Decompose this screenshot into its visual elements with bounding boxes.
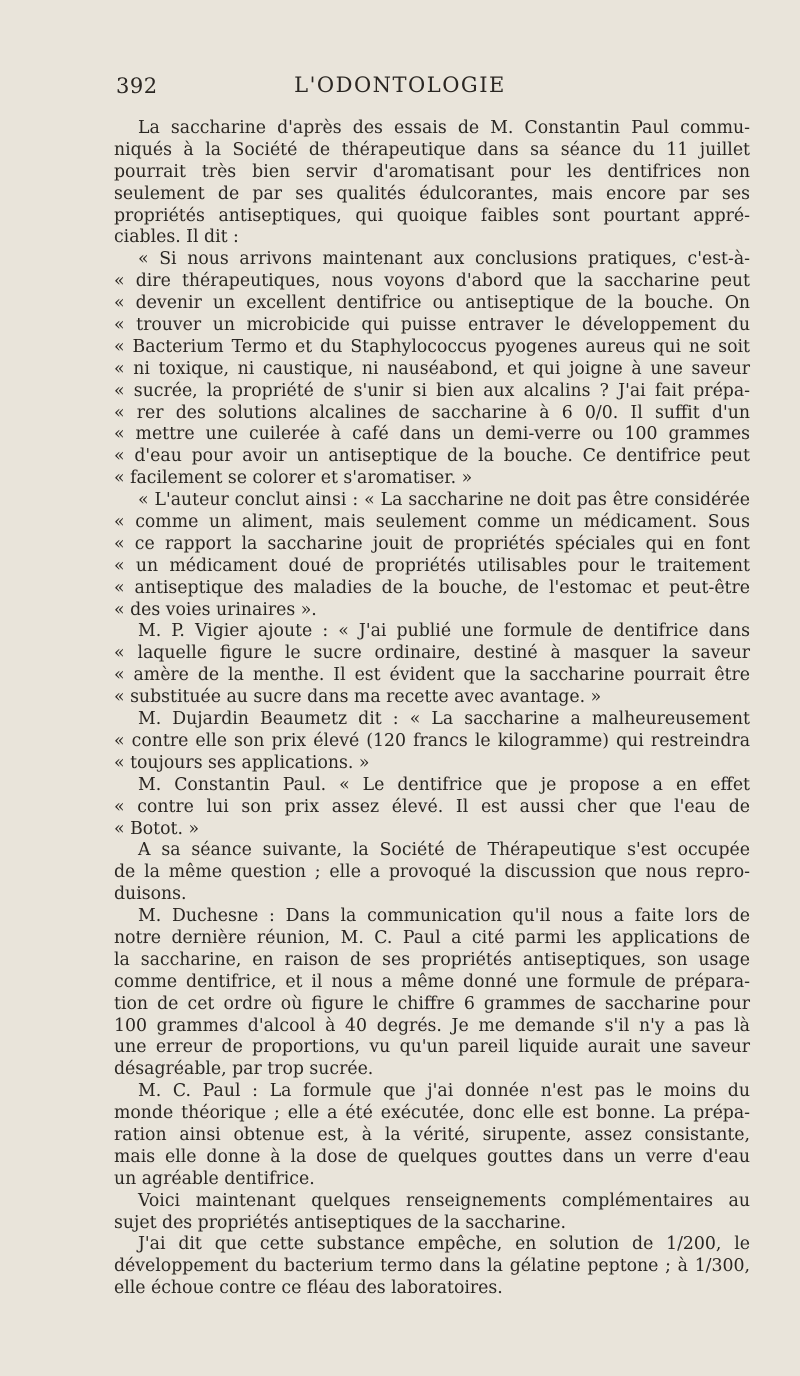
text-line: duisons. [114,884,187,905]
text-line: « toujours ses applications. » [114,752,370,773]
body-text [114,118,750,1300]
text-line: développement du bacterium termo dans la gélatine peptone ; à 1/300, [114,1256,750,1277]
text-line: M. P. Vigier ajoute : « J'ai publié une formule de dentifrice dans [138,621,750,642]
text-line: mais elle donne à la dose de quelques gouttes dans un verre d'eau [114,1146,750,1167]
text-line: M. Duchesne : Dans la communication qu'il nous a faite lors de [138,906,750,927]
text-line: « mettre une cuilerée à café dans un demi-verre ou 100 grammes [114,424,750,445]
text-line: « substituée au sucre dans ma recette avec avantage. » [114,687,602,708]
text-line: pourrait très bien servir d'aromatisant pour les dentifrices non [114,161,750,182]
text-line: comme dentifrice, et il nous a même donné une formule de prépara- [114,971,750,992]
text-line: « laquelle figure le sucre ordinaire, destiné à masquer la saveur [114,643,750,664]
text-line: elle échoue contre ce fléau des laboratoires. [114,1278,503,1299]
text-line: « amère de la menthe. Il est évident que la saccharine pourrait être [114,665,750,686]
text-line: la saccharine, en raison de ses propriétés antiseptiques, son usage [114,949,750,970]
text-line: « Botot. » [114,818,200,839]
text-line: notre dernière réunion, M. C. Paul a cité parmi les applications de [114,927,750,948]
text-line: « Si nous arrivons maintenant aux conclusions pratiques, c'est-à- [138,249,750,270]
text-line: La saccharine d'après des essais de M. Constantin Paul commu- [138,118,750,138]
text-line: « contre elle son prix élevé (120 francs le kilogramme) qui restreindra [114,730,750,751]
text-line: 100 grammes d'alcool à 40 degrés. Je me demande s'il n'y a pas là [114,1015,750,1036]
text-line: « facilement se colorer et s'aromatiser. » [114,468,473,489]
text-line: Voici maintenant quelques renseignements complémentaires au [138,1190,750,1211]
text-line: sujet des propriétés antiseptiques de la saccharine. [114,1212,567,1233]
text-line: monde théorique ; elle a été exécutée, donc elle est bonne. La prépa- [114,1103,750,1124]
text-line: désagréable, par trop sucrée. [114,1059,374,1080]
text-line: « antiseptique des maladies de la bouche, de l'estomac et peut-être [114,577,750,598]
text-line: « comme un aliment, mais seulement comme un médicament. Sous [114,512,750,533]
text-line: « ce rapport la saccharine jouit de propriétés spéciales qui en font [114,533,750,554]
text-line: « ni toxique, ni caustique, ni nauséabond, et qui joigne à une saveur [114,358,750,379]
text-line: « dire thérapeutiques, nous voyons d'abord que la saccharine peut [114,271,750,292]
text-line: « rer des solutions alcalines de saccharine à 6 0/0. Il suffit d'un [114,402,750,423]
text-line: ciables. Il dit : [114,227,239,248]
text-line: « d'eau pour avoir un antiseptique de la bouche. Ce dentifrice peut [114,446,750,467]
text-line: J'ai dit que cette substance empêche, en solution de 1/200, le [138,1234,750,1255]
text-line: « Bacterium Termo et du Staphylococcus pyogenes aureus qui ne soit [114,336,750,357]
text-line: « contre lui son prix assez élevé. Il est aussi cher que l'eau de [114,796,750,817]
text-line: « devenir un excellent dentifrice ou antiseptique de la bouche. On [114,293,750,314]
page-number: 392 [116,74,158,98]
text-line: M. Dujardin Beaumetz dit : « La saccharine a malheureusement [138,709,750,730]
text-line: ration ainsi obtenue est, à la vérité, sirupente, assez consistante, [114,1124,750,1145]
text-line: « des voies urinaires ». [114,599,317,620]
text-line: un agréable dentifrice. [114,1168,315,1189]
text-line: niqués à la Société de thérapeutique dans sa séance du 11 juillet [114,139,750,160]
text-line: de la même question ; elle a provoqué la discussion que nous repro- [114,862,750,883]
text-line: une erreur de proportions, vu qu'un pareil liquide aurait une saveur [114,1037,750,1058]
running-title: L'ODONTOLOGIE [294,73,506,97]
text-line: propriétés antiseptiques, qui quoique faibles sont pourtant appré- [114,205,750,226]
text-line: « sucrée, la propriété de s'unir si bien aux alcalins ? J'ai fait prépa- [114,380,750,401]
text-line: « L'auteur conclut ainsi : « La saccharine ne doit pas être considérée [138,490,750,511]
text-line: A sa séance suivante, la Société de Thérapeutique s'est occupée [138,840,750,861]
text-line: M. Constantin Paul. « Le dentifrice que je propose a en effet [138,774,750,795]
text-line: « un médicament doué de propriétés utilisables pour le traitement [114,555,750,576]
text-line: seulement de par ses qualités édulcorantes, mais encore par ses [114,183,750,204]
text-line: M. C. Paul : La formule que j'ai donnée n'est pas le moins du [138,1081,750,1102]
text-line: tion de cet ordre où figure le chiffre 6 grammes de saccharine pour [114,993,750,1014]
text-line: « trouver un microbicide qui puisse entraver le développement du [114,315,750,336]
